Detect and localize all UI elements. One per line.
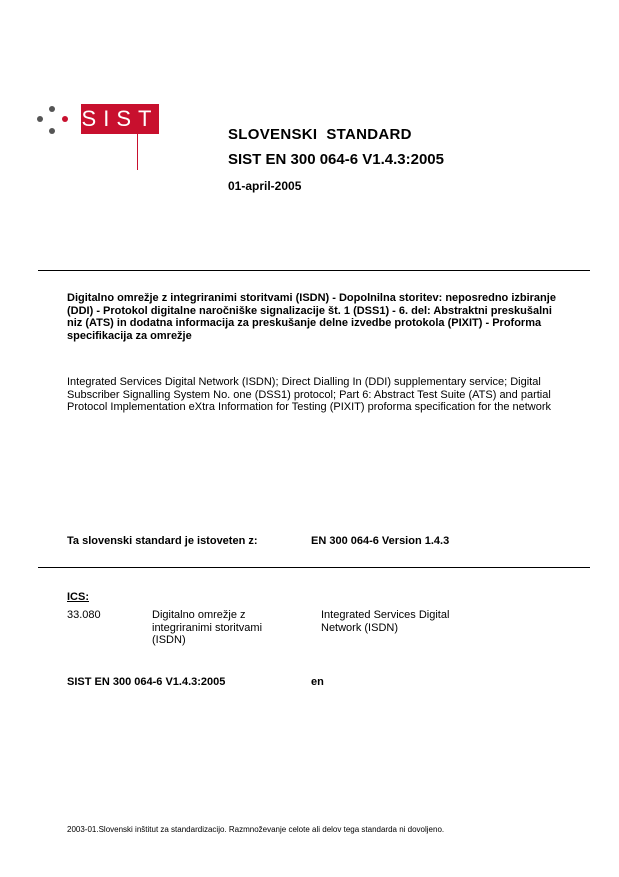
- footer-copyright: 2003-01.Slovenski inštitut za standardizacijo. Razmnoževanje celote ali delov tega standarda ni dovoljeno.: [67, 825, 445, 834]
- middle-rule: [38, 567, 590, 568]
- identity-label: Ta slovenski standard je istoveten z:: [67, 535, 258, 547]
- standard-code: SIST EN 300 064-6 V1.4.3:2005: [228, 151, 444, 168]
- logo-divider: [137, 134, 138, 170]
- ics-description-slovenian: Digitalno omrežje z integriranimi storitvami (ISDN): [152, 609, 263, 646]
- ics-heading: ICS:: [67, 591, 89, 603]
- ics-description-english: Integrated Services Digital Network (ISDN): [321, 609, 450, 634]
- ics-code: 33.080: [67, 609, 101, 621]
- logo-dots-icon: [34, 104, 78, 138]
- standard-date: 01-april-2005: [228, 179, 302, 193]
- title-english: Integrated Services Digital Network (ISDN); Direct Dialling In (DDI) supplementary service; Digital Subscriber Signalling System No. one (DSS1) protocol; Part 6: Abstract Test Suite (ATS) and partial Protocol Implementation eXtra Information for Testing (PIXIT) proforma specification for the network: [67, 376, 552, 413]
- document-language: en: [311, 676, 324, 688]
- logo-text: SIST: [81, 106, 159, 131]
- identity-value: EN 300 064-6 Version 1.4.3: [311, 535, 450, 547]
- title-slovenian: Digitalno omrežje z integriranimi storitvami (ISDN) - Dopolnilna storitev: neposredno izbiranje (DDI) - Protokol digitalne naročniške signalizacije št. 1 (DSS1) - 6. del: Abstraktni preskušalni niz (ATS) in dodatna informacija za preskušanje delne izvedbe protokola (PIXIT) - Proforma specifikacija za omrežje: [67, 292, 556, 342]
- standard-kind: SLOVENSKI STANDARD: [228, 126, 412, 143]
- top-rule: [38, 270, 590, 271]
- document-code: SIST EN 300 064-6 V1.4.3:2005: [67, 676, 226, 688]
